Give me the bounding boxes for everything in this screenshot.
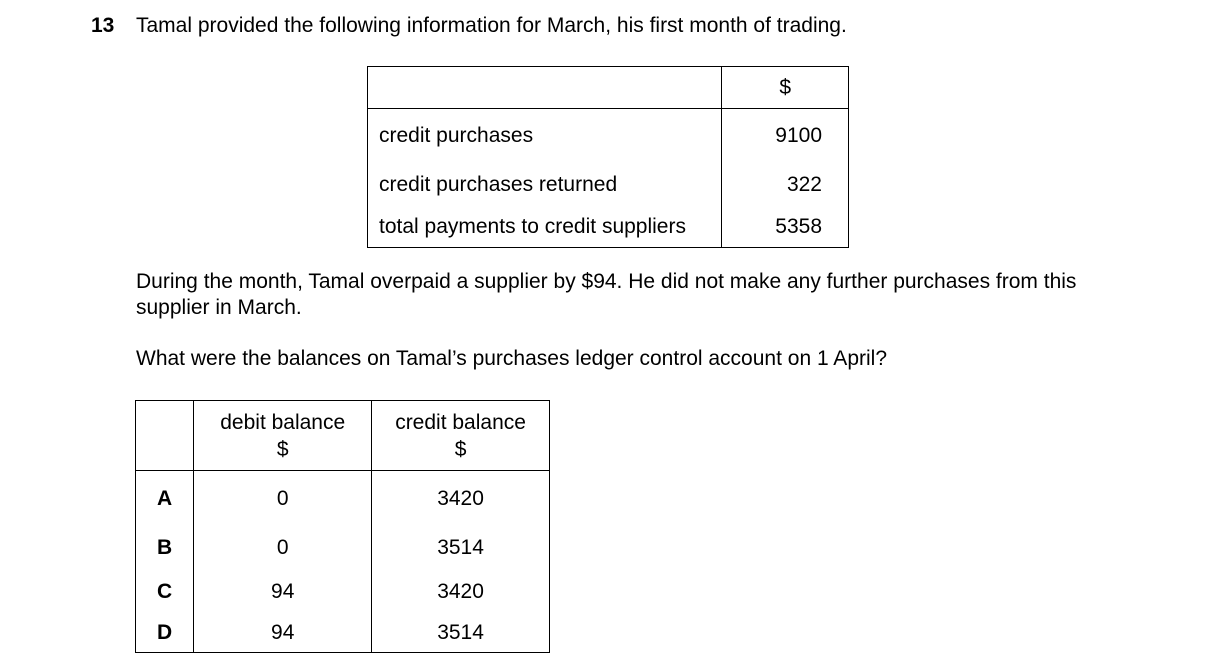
option-letter: A [136, 471, 194, 527]
info-header-amount: $ [722, 67, 849, 109]
question-number: 13 [91, 14, 115, 37]
credit-header-unit: $ [454, 437, 467, 461]
info-label: credit purchases [368, 109, 722, 164]
info-amount: 9100 [722, 109, 849, 164]
options-table [135, 400, 550, 653]
option-letter: C [136, 570, 194, 614]
option-row-c[interactable] [136, 570, 550, 614]
info-amount: 322 [722, 163, 849, 207]
option-debit: 0 [194, 471, 372, 527]
options-table-header [136, 401, 550, 471]
option-debit: 94 [194, 614, 372, 653]
option-credit: 3514 [372, 614, 550, 653]
option-debit: 94 [194, 570, 372, 614]
info-table-header [368, 67, 849, 109]
scenario-paragraph: During the month, Tamal overpaid a supplier by $94. He did not make any further purchases from this supplier in March. [136, 270, 1077, 319]
debit-header [194, 401, 372, 471]
info-label: credit purchases returned [368, 163, 722, 207]
option-row-d[interactable] [136, 614, 550, 653]
credit-header [372, 401, 550, 471]
info-label: total payments to credit suppliers [368, 207, 722, 248]
credit-header-label: credit balance [395, 410, 526, 434]
option-letter: D [136, 614, 194, 653]
option-row-a[interactable] [136, 471, 550, 527]
table-row [368, 109, 849, 164]
question-intro: Tamal provided the following information for March, his first month of trading. [136, 14, 847, 37]
option-credit: 3514 [372, 526, 550, 570]
table-row [368, 163, 849, 207]
info-table [367, 66, 849, 248]
question-prompt: What were the balances on Tamal’s purchases ledger control account on 1 April? [136, 347, 887, 370]
debit-header-unit: $ [276, 437, 289, 461]
option-row-b[interactable] [136, 526, 550, 570]
info-header-blank [368, 67, 722, 109]
options-header-blank [136, 401, 194, 471]
option-debit: 0 [194, 526, 372, 570]
option-credit: 3420 [372, 471, 550, 527]
option-letter: B [136, 526, 194, 570]
debit-header-label: debit balance [220, 410, 346, 434]
option-credit: 3420 [372, 570, 550, 614]
info-amount: 5358 [722, 207, 849, 248]
table-row [368, 207, 849, 248]
